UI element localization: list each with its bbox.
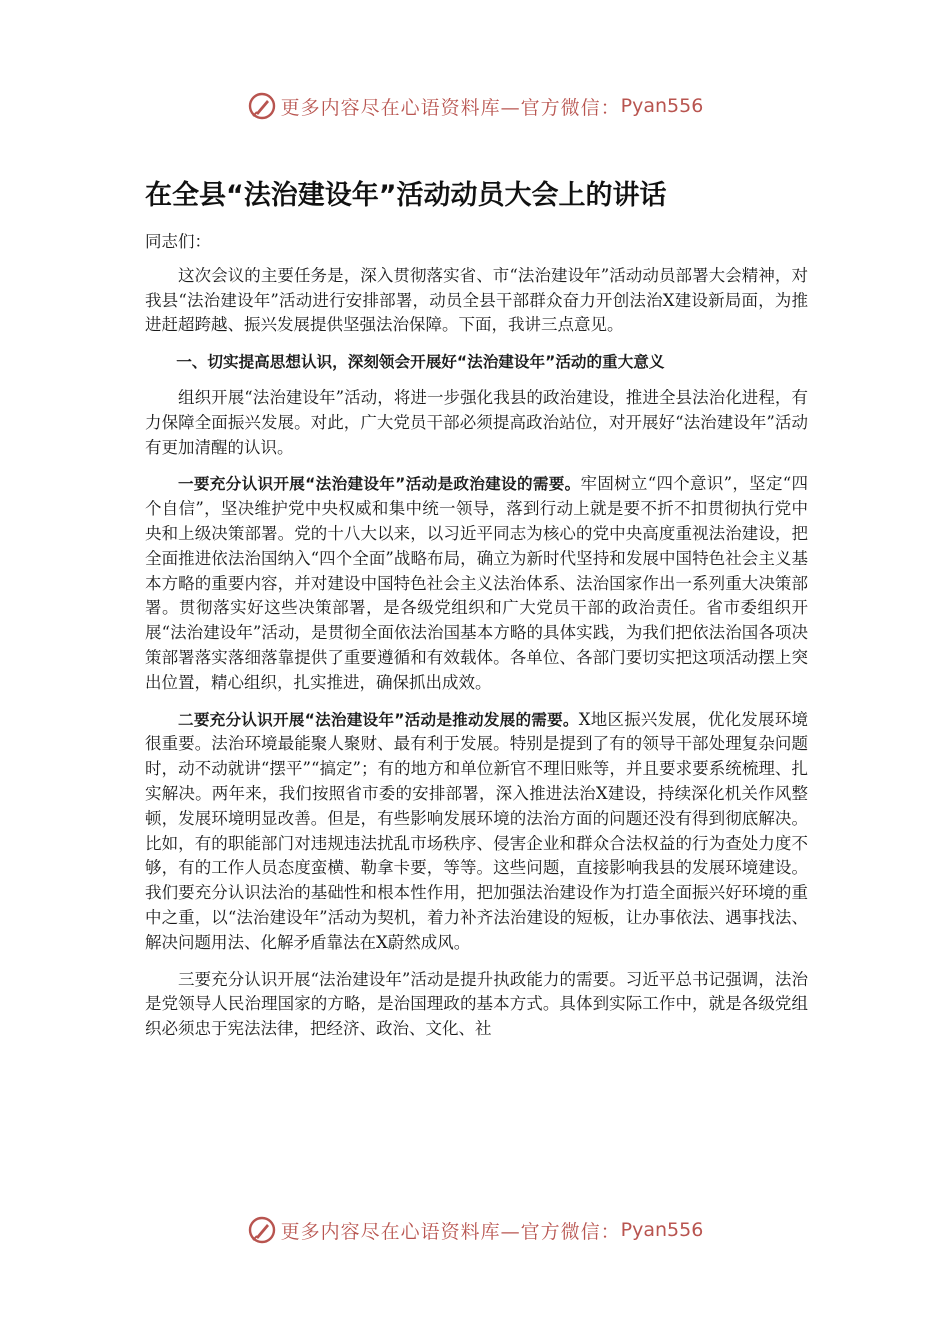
quill-logo-icon <box>247 1215 277 1245</box>
point2-paragraph <box>145 708 808 956</box>
quill-logo-icon <box>247 91 277 121</box>
watermark-top <box>0 86 950 126</box>
document-body <box>145 230 808 1054</box>
watermark-text: 更多内容尽在心语资料库—官方微信： <box>280 1220 621 1243</box>
point1-paragraph <box>145 472 808 695</box>
point2-body: X地区振兴发展，优化发展环境很重要。法治环境最能聚人聚财、最有利于发展。特别是提到了有的领导干部处理复杂问题时，动不动就讲“摆平”“搞定”；有的地方和单位新官不理旧账等，并且要求要系统梳理、扎实解决。两年来，我们按照省市委的安排部署，深入推进法治X建设，持续深化机关作风整顿，发展环境明显改善。但是，有些影响发展环境的法治方面的问题还没有得到彻底解决。比如，有的职能部门对违规违法扰乱市场秩序、侵害企业和群众合法权益的行为查处力度不够，有的工作人员态度蛮横、勒拿卡要，等等。这些问题，直接影响我县的发展环境建设。我们要充分认识法治的基础性和根本性作用，把加强法治建设作为打造全面振兴好环境的重中之重，以“法治建设年”活动为契机，着力补齐法治建设的短板，让办事依法、遇事找法、解决问题用法、化解矛盾靠法在X蔚然成风。 <box>145 709 808 952</box>
point3-paragraph: 三要充分认识开展“法治建设年”活动是提升执政能力的需要。习近平总书记强调，法治是党领导人民治理国家的方略，是治国理政的基本方式。具体到实际工作中，就是各级党组织必须忠于宪法法律，把经济、政治、文化、社 <box>145 969 808 1039</box>
watermark-text: 更多内容尽在心语资料库—官方微信： <box>280 96 621 119</box>
point2-lead: 二要充分认识开展“法治建设年”活动是推动发展的需要。 <box>178 710 579 729</box>
document-title: 在全县“法治建设年”活动动员大会上的讲话 <box>145 180 667 211</box>
watermark-wechat-id: Pyan556 <box>620 1219 704 1241</box>
watermark-bottom <box>0 1210 950 1250</box>
section-heading-1: 一、切实提高思想认识，深刻领会开展好“法治建设年”活动的重大意义 <box>176 353 665 372</box>
point1-body: 牢固树立“四个意识”，坚定“四个自信”，坚决维护党中央权威和集中统一领导，落到行动上就是要不折不扣贯彻执行党中央和上级决策部署。党的十八大以来，以习近平同志为核心的党中央高度重视法治建设，把全面推进依法治国纳入“四个全面”战略布局，确立为新时代坚持和发展中国特色社会主义基本方略的重要内容，并对建设中国特色社会主义法治体系、法治国家作出一系列重大决策部署。贯彻落实好这些决策部署，是各级党组织和广大党员干部的政治责任。省市委组织开展“法治建设年”活动，是贯彻全面依法治国基本方略的具体实践，为我们把依法治国各项决策部署落实落细落靠提供了重要遵循和有效载体。各单位、各部门要切实把这项活动摆上突出位置，精心组织，扎实推进，确保抓出成效。 <box>145 474 808 692</box>
intro-paragraph: 这次会议的主要任务是，深入贯彻落实省、市“法治建设年”活动动员部署大会精神，对我县“法治建设年”活动进行安排部署，动员全县干部群众奋力开创法治X建设新局面，为推进赶超跨越、振兴发展提供坚强法治保障。下面，我讲三点意见。 <box>145 265 808 335</box>
salutation: 同志们： <box>145 232 211 251</box>
watermark-wechat-id: Pyan556 <box>620 95 704 117</box>
section1-intro-paragraph: 组织开展“法治建设年”活动，将进一步强化我县的政治建设，推进全县法治化进程，有力保障全面振兴发展。对此，广大党员干部必须提高政治站位，对开展好“法治建设年”活动有更加清醒的认识。 <box>145 387 808 457</box>
point1-lead: 一要充分认识开展“法治建设年”活动是政治建设的需要。 <box>178 475 581 494</box>
